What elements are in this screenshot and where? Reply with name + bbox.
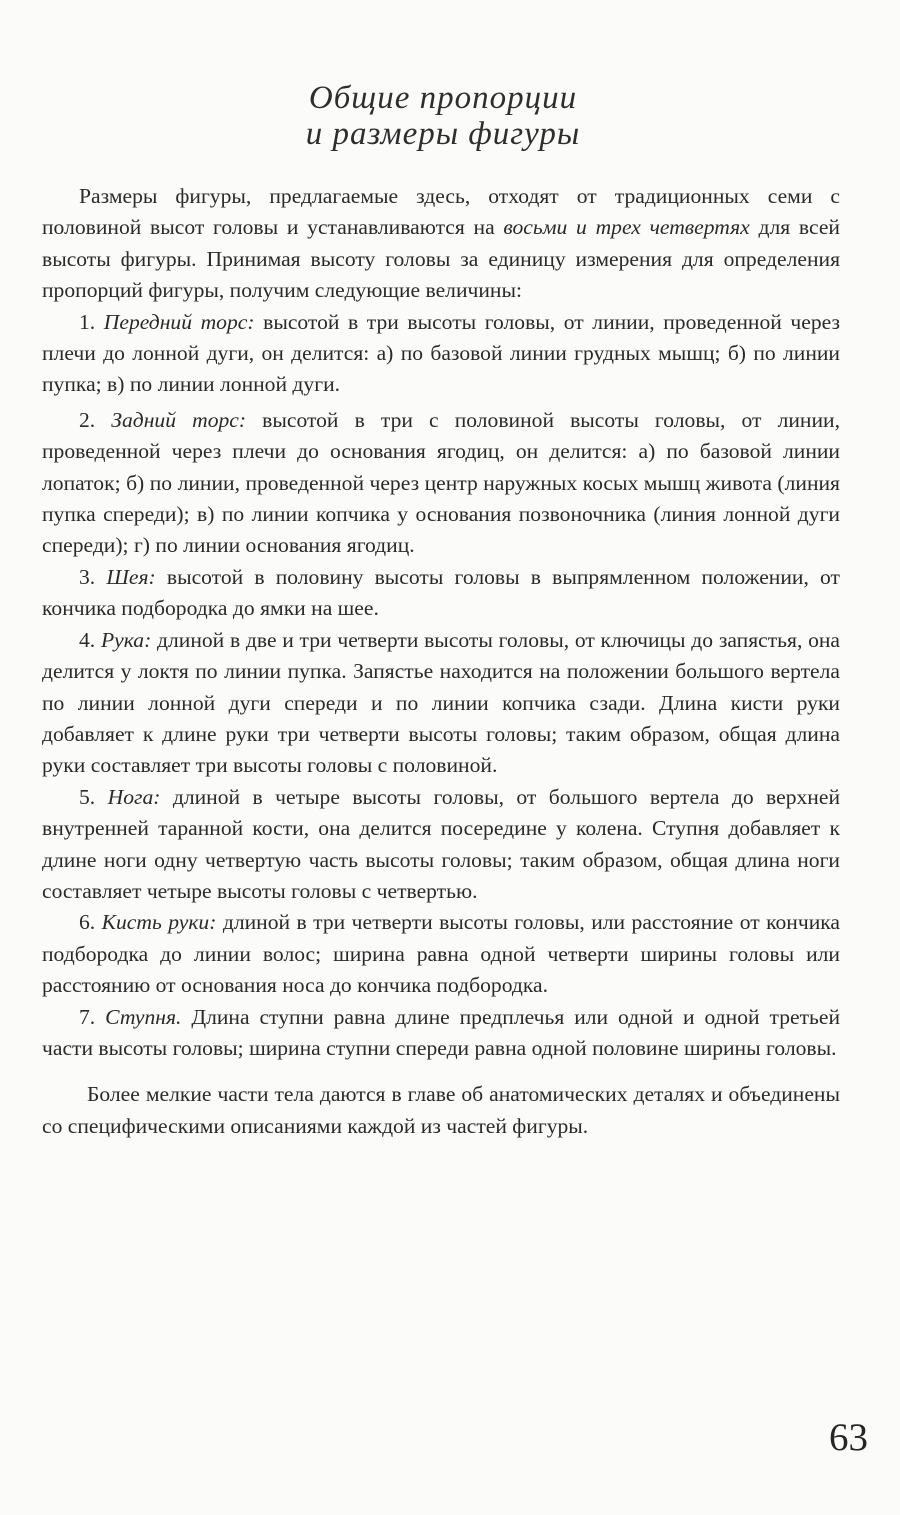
list-item [42, 562, 840, 625]
item-number: 6. [79, 910, 102, 935]
list-item [42, 907, 840, 1001]
list-item [42, 625, 840, 782]
item-term: Шея: [106, 564, 156, 589]
item-term: Ступня. [105, 1004, 182, 1029]
item-term: Рука: [100, 627, 152, 652]
item-text: высотой в три высоты головы, от линии, проведенной через плечи до лонной дуги, он делится: а) по базовой линии грудных мышц; б) по линии пупка; в) по линии лонной дуги. [42, 309, 840, 397]
intro-emphasis: восьми и трех четвертях [503, 215, 750, 240]
closing-paragraph: Более мелкие части тела даются в главе об анатомических деталях и объединены со специфическими описаниями каждой из частей фигуры. [42, 1082, 840, 1138]
item-text: длиной в три четверти высоты головы, или расстояние от кончика подбородка до линии волос; ширина равна одной четверти ширины головы или расстоянию от основания носа до кончика подбородка. [42, 910, 841, 998]
item-text: длиной в две и три четверти высоты головы, от ключицы до запястья, она делится у локтя по линии пупка. Запястье находится на положении большого вертела по линии лонной дуги спереди и по линии копчика сзади. Длина кисти руки добавляет к длине руки три четверти высоты головы; таким образом, общая длина руки составляет три высоты головы с половиной. [42, 627, 841, 778]
item-term: Кисть руки: [101, 910, 217, 935]
item-term: Нога: [107, 784, 161, 809]
item-number: 4. [79, 627, 101, 652]
intro-text-before: Размеры фигуры, предлагаемые здесь, отходят от традиционных семи с половиной высот головы и устанавливаются на [42, 184, 840, 240]
list-item [42, 782, 840, 908]
item-text: длиной в четыре высоты головы, от большого вертела до верхней внутренней таранной кости, она делится посередине у колена. Ступня добавляет к длине ноги одну четвертую часть высоты головы; таким образом, общая длина ноги составляет четыре высоты головы с четвертью. [42, 784, 840, 903]
page-number: 63 [829, 1416, 868, 1459]
list-item [42, 1002, 840, 1065]
item-number: 7. [79, 1004, 106, 1029]
intro-paragraph [42, 181, 840, 307]
list-item [42, 405, 840, 562]
item-text: высотой в половину высоты головы в выпрямленном положении, от кончика подбородка до ямки на шее. [42, 564, 840, 621]
item-text: высотой в три с половиной высоты головы, от линии, проведенной через плечи до основания ягодиц, он делится: а) по базовой линии лопаток; б) по линии, проведенной через центр наружных косых мышц живота (линия пупка спереди); в) по линии копчика у основания позвоночника (линия лонной дуги спереди); г) по линии основания ягодиц. [42, 407, 840, 558]
page-title [0, 80, 893, 152]
intro-text-after: для всей высоты фигуры. Принимая высоту головы за единицу измерения для определения пропорций фигуры, получим следующие величины: [42, 215, 840, 303]
item-text: Длина ступни равна длине предплечья или одной и одной третьей части высоты головы; ширина ступни спереди равна одной половине ширины головы. [42, 1004, 841, 1060]
title-line-2: и размеры фигуры [305, 116, 581, 152]
item-number: 2. [79, 407, 112, 432]
title-line-1: Общие пропорции [308, 80, 578, 116]
item-number: 3. [79, 564, 107, 589]
item-term: Передний торс: [103, 309, 255, 334]
body-text [42, 181, 840, 1142]
item-number: 5. [79, 784, 108, 809]
list-item [42, 307, 840, 401]
item-number: 1. [79, 309, 104, 334]
item-term: Задний торс: [111, 407, 247, 432]
